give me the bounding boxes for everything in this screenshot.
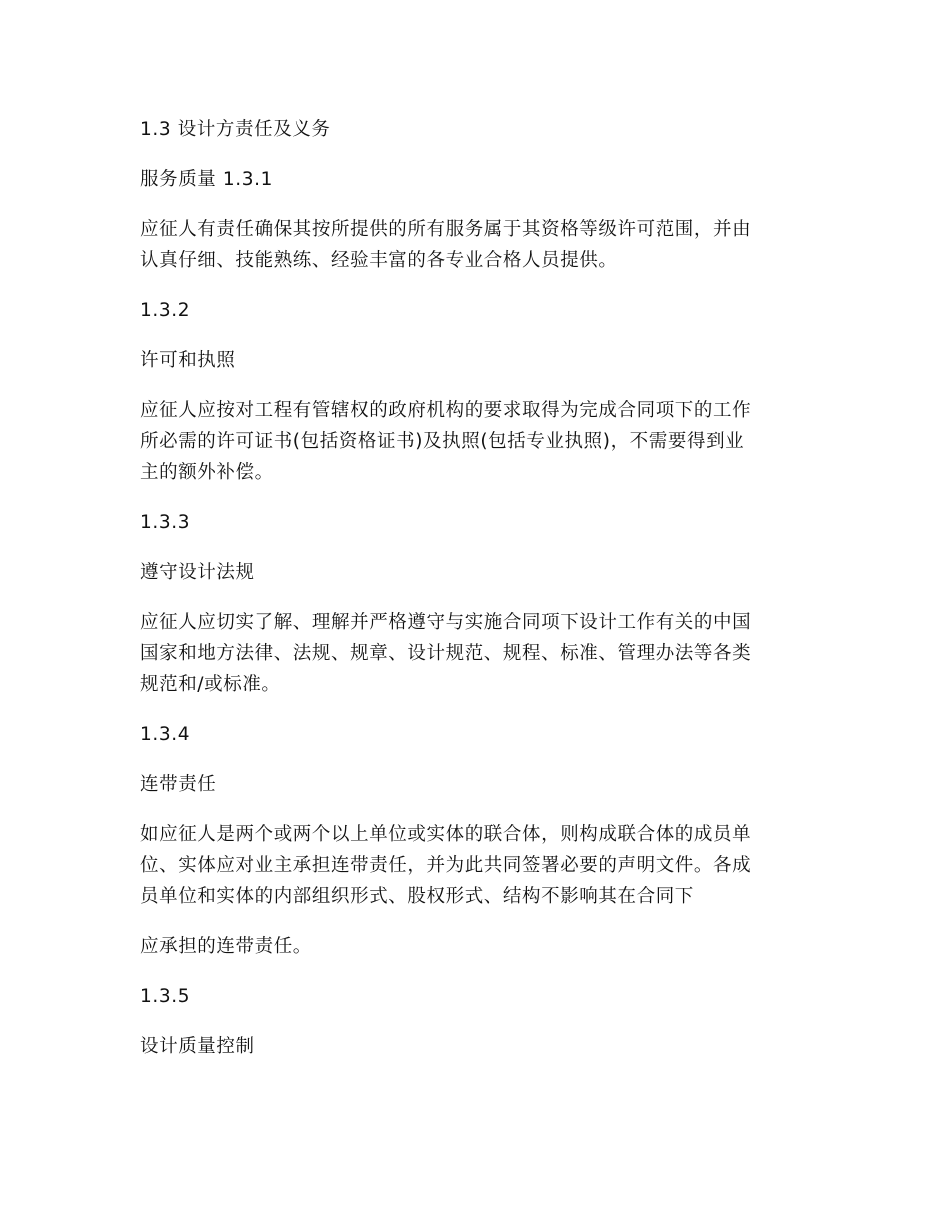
document-body xyxy=(140,114,820,1062)
text-line: 1.3.2 xyxy=(140,300,191,321)
subheading-joint-liability xyxy=(140,769,820,800)
text-line: 连带责任 xyxy=(140,774,217,795)
text-line: 应征人应按对工程有管辖权的政府机构的要求取得为完成合同项下的工作 xyxy=(140,400,752,421)
section-number-1-3-3 xyxy=(140,507,820,538)
text-line: 员单位和实体的内部组织形式、股权形式、结构不影响其在合同下 xyxy=(140,886,694,907)
text-line: 国家和地方法律、法规、规章、设计规范、规程、标准、管理办法等各类 xyxy=(140,643,752,664)
subheading-design-quality-control xyxy=(140,1031,820,1062)
text-line: 认真仔细、技能熟练、经验丰富的各专业合格人员提供。 xyxy=(140,250,618,271)
text-line: 所必需的许可证书(包括资格证书)及执照(包括专业执照)，不需要得到业 xyxy=(140,431,745,452)
paragraph-license xyxy=(140,395,820,488)
text-line: 1.3.5 xyxy=(140,986,191,1007)
subheading-license xyxy=(140,345,820,376)
subheading-regulations xyxy=(140,557,820,588)
text-line: 主的额外补偿。 xyxy=(140,462,274,483)
section-number-1-3-4 xyxy=(140,719,820,750)
section-number-1-3-5 xyxy=(140,981,820,1012)
section-heading-1-3 xyxy=(140,114,820,145)
text-line: 规范和/或标准。 xyxy=(140,674,281,695)
text-line: 许可和执照 xyxy=(140,350,236,371)
paragraph-service-quality xyxy=(140,214,820,276)
text-line: 服务质量 1.3.1 xyxy=(140,169,273,190)
section-number-1-3-2 xyxy=(140,295,820,326)
text-line: 设计质量控制 xyxy=(140,1036,255,1057)
text-line: 1.3 设计方责任及义务 xyxy=(140,119,331,140)
paragraph-joint-liability xyxy=(140,819,820,912)
text-line: 位、实体应对业主承担连带责任，并为此共同签署必要的声明文件。各成 xyxy=(140,855,752,876)
text-line: 应承担的连带责任。 xyxy=(140,936,312,957)
text-line: 应征人应切实了解、理解并严格遵守与实施合同项下设计工作有关的中国 xyxy=(140,612,752,633)
subheading-service-quality xyxy=(140,164,820,195)
text-line: 遵守设计法规 xyxy=(140,562,255,583)
text-line: 应征人有责任确保其按所提供的所有服务属于其资格等级许可范围，并由 xyxy=(140,219,752,240)
paragraph-joint-liability-continued xyxy=(140,931,820,962)
paragraph-regulations xyxy=(140,607,820,700)
text-line: 1.3.3 xyxy=(140,512,191,533)
text-line: 1.3.4 xyxy=(140,724,191,745)
text-line: 如应征人是两个或两个以上单位或实体的联合体，则构成联合体的成员单 xyxy=(140,824,752,845)
